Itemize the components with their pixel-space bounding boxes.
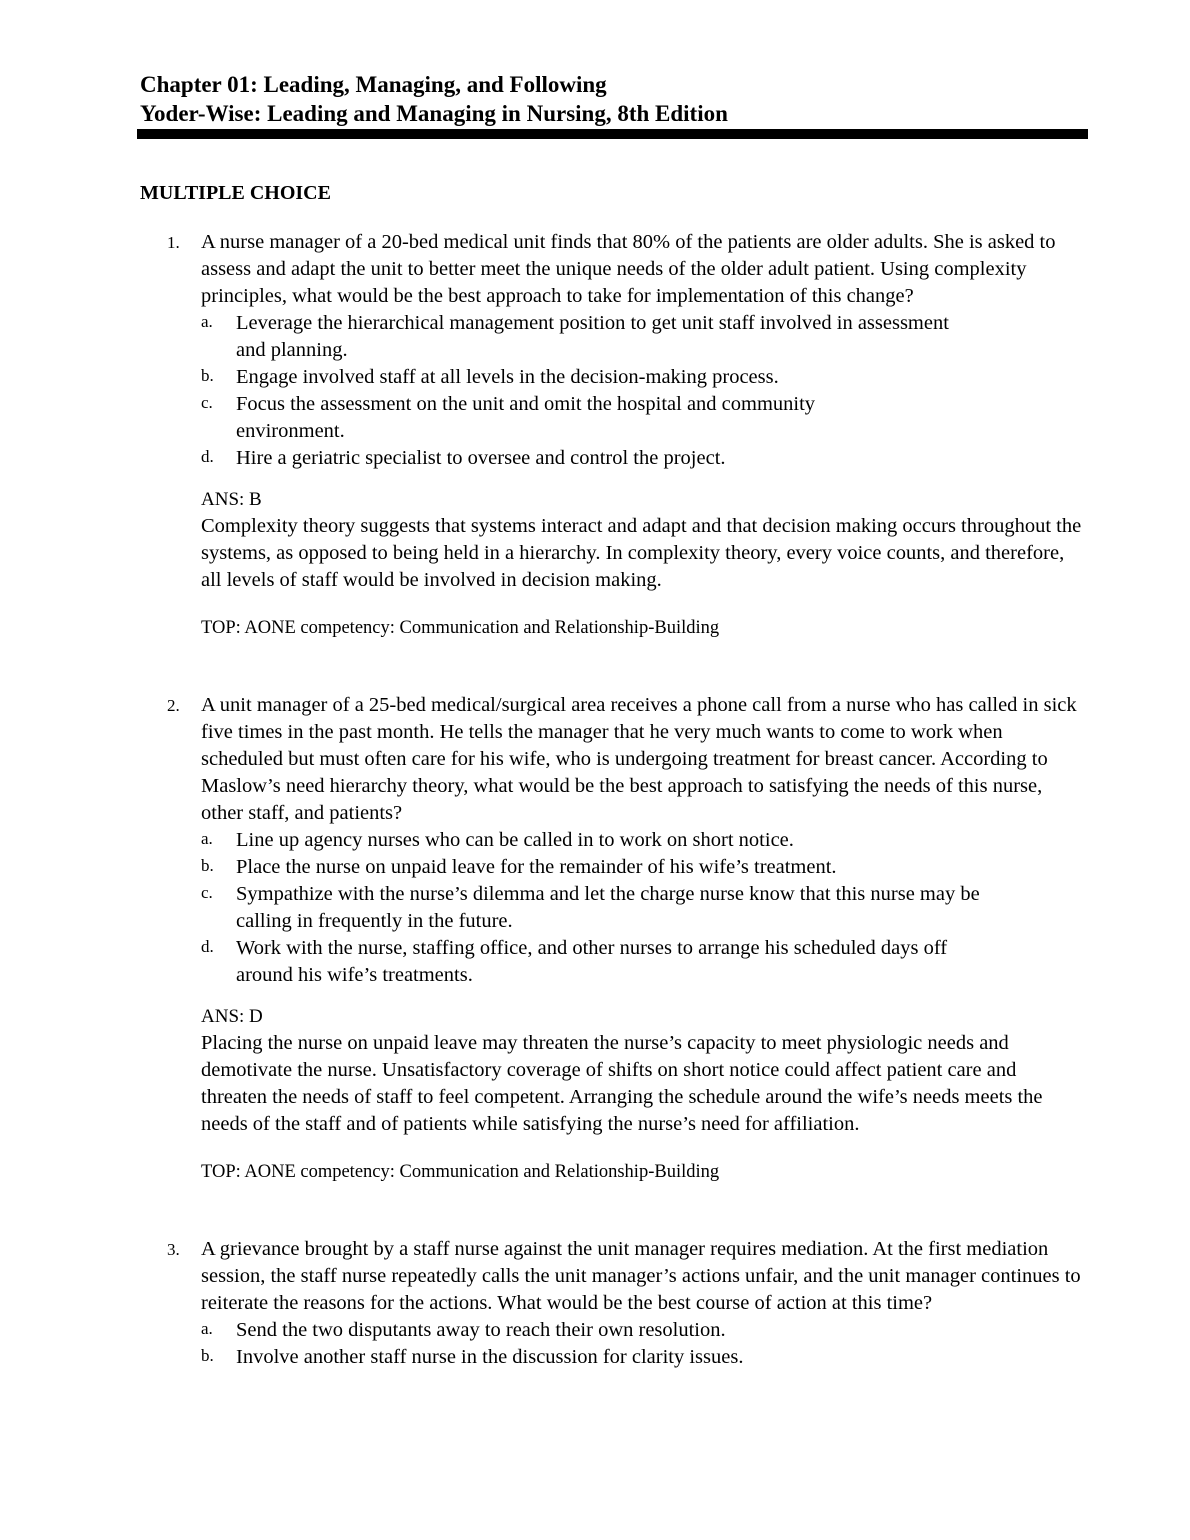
option-letter: c.: [201, 393, 213, 412]
question-number: 2.: [167, 696, 180, 715]
option-text: Hire a geriatric specialist to oversee and control the project.: [236, 447, 726, 469]
topic-line: TOP: AONE competency: Communication and Relationship-Building: [201, 1162, 720, 1182]
option-a: [140, 1317, 1090, 1344]
option-letter: d.: [201, 447, 214, 466]
option-letter: b.: [201, 366, 214, 385]
rationale: Complexity theory suggests that systems interact and adapt and that decision making occurs throughout the systems, as opposed to being held in a hierarchy. In complexity theory, every voice counts, and therefore, all levels of staff would be involved in decision making.: [201, 515, 1082, 591]
question-text: A grievance brought by a staff nurse against the unit manager requires mediation. At the first mediation session, the staff nurse repeatedly calls the unit manager’s actions unfair, and the unit manager continues to reiterate the reasons for the actions. What would be the best course of action at this time?: [201, 1238, 1081, 1314]
chapter-title: Chapter 01: Leading, Managing, and Following: [140, 72, 607, 97]
option-b: [140, 1344, 1090, 1371]
option-list: [140, 310, 1090, 472]
option-text: Work with the nurse, staffing office, and other nurses to arrange his scheduled days off around his wife’s treatments.: [236, 937, 948, 986]
option-text: Sympathize with the nurse’s dilemma and let the charge nurse know that this nurse may be calling in frequently in the future.: [236, 883, 980, 932]
topic-line: TOP: AONE competency: Communication and Relationship-Building: [201, 618, 720, 638]
question-stem: [140, 1236, 1081, 1317]
answer-block: [201, 1003, 1086, 1138]
option-letter: b.: [201, 1346, 214, 1365]
option-a: [140, 310, 1090, 364]
option-text: Send the two disputants away to reach their own resolution.: [236, 1319, 726, 1341]
option-d: [140, 935, 1090, 989]
option-letter: c.: [201, 883, 213, 902]
question-text: A nurse manager of a 20-bed medical unit finds that 80% of the patients are older adults. She is asked to assess and adapt the unit to better meet the unique needs of the older adult patient. Using complexity principles, what would be the best approach to take for implementation of this change?: [201, 231, 1056, 307]
header-rule: [137, 129, 1088, 139]
option-b: [140, 364, 1090, 391]
option-d: [140, 445, 1090, 472]
question-number: 3.: [167, 1240, 180, 1259]
book-title: Yoder-Wise: Leading and Managing in Nursing, 8th Edition: [140, 101, 728, 126]
option-letter: a.: [201, 312, 213, 331]
question-text: A unit manager of a 25-bed medical/surgical area receives a phone call from a nurse who has called in sick five times in the past month. He tells the manager that he very much wants to come to work when scheduled but must often care for his wife, who is undergoing treatment for breast cancer. According to Maslow’s need hierarchy theory, what would be the best approach to satisfying the needs of this nurse, other staff, and patients?: [201, 694, 1077, 824]
option-letter: a.: [201, 1319, 213, 1338]
option-list: [140, 1317, 1090, 1371]
option-list: [140, 827, 1090, 989]
question-stem: [140, 692, 1081, 827]
question-2: [140, 692, 1090, 1184]
option-c: [140, 881, 1090, 935]
option-text: Place the nurse on unpaid leave for the remainder of his wife’s treatment.: [236, 856, 837, 878]
option-text: Leverage the hierarchical management position to get unit staff involved in assessment and planning.: [236, 312, 949, 361]
option-letter: a.: [201, 829, 213, 848]
option-c: [140, 391, 1090, 445]
option-a: [140, 827, 1090, 854]
answer-block: [201, 486, 1086, 594]
option-b: [140, 854, 1090, 881]
question-number: 1.: [167, 233, 180, 252]
option-text: Engage involved staff at all levels in the decision-making process.: [236, 366, 779, 388]
answer-key: ANS: B: [201, 489, 262, 510]
rationale: Placing the nurse on unpaid leave may threaten the nurse’s capacity to meet physiologic needs and demotivate the nurse. Unsatisfactory coverage of shifts on short notice could affect patient care and threaten the needs of staff to feel competent. Arranging the schedule around the wife’s needs meets the needs of the staff and of patients while satisfying the nurse’s need for affiliation.: [201, 1032, 1043, 1135]
option-text: Line up agency nurses who can be called in to work on short notice.: [236, 829, 794, 851]
option-letter: b.: [201, 856, 214, 875]
section-title: MULTIPLE CHOICE: [140, 182, 331, 204]
answer-key: ANS: D: [201, 1006, 263, 1027]
option-letter: d.: [201, 937, 214, 956]
question-3: [140, 1236, 1090, 1371]
question-1: [140, 229, 1090, 640]
option-text: Involve another staff nurse in the discussion for clarity issues.: [236, 1346, 744, 1368]
document-header: [140, 70, 1088, 128]
question-stem: [140, 229, 1081, 310]
option-text: Focus the assessment on the unit and omit the hospital and community environment.: [236, 393, 816, 442]
